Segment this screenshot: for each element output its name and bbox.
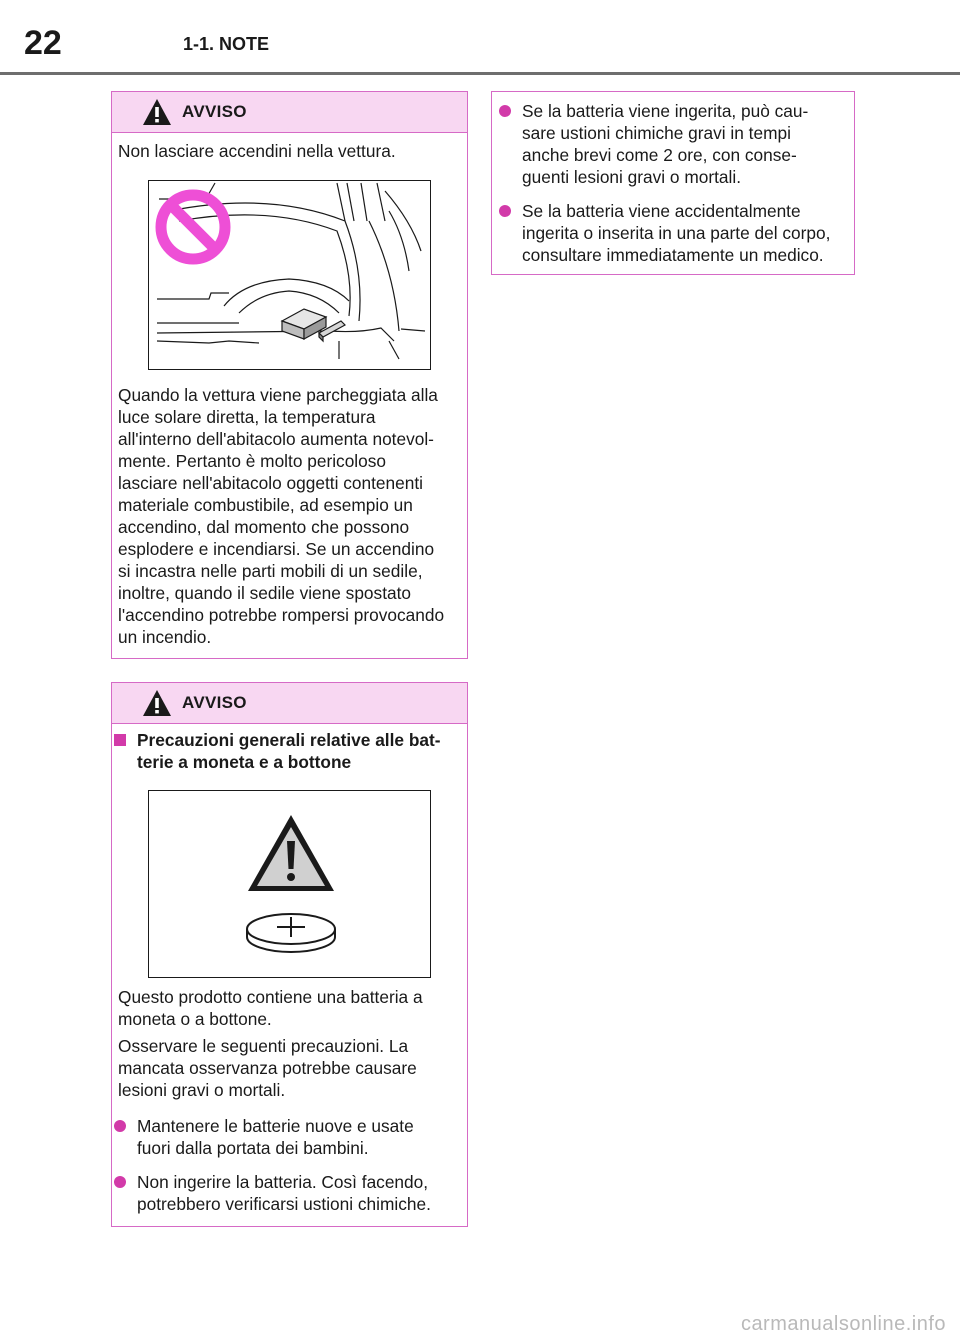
body-line: all'interno dell'abitacolo aumenta notevol- <box>118 429 434 449</box>
intro-text: Non lasciare accendini nella vettura. <box>118 141 396 161</box>
lighter-icon <box>282 309 345 341</box>
coin-battery-icon <box>247 914 335 952</box>
warning-box-batteries <box>111 682 468 1227</box>
warning-triangle-icon <box>248 815 334 891</box>
page-header <box>0 0 960 74</box>
watermark-link[interactable]: carmanualsonline.info <box>740 1313 946 1335</box>
section-title: 1-1. NOTE <box>183 34 270 54</box>
warning-triangle-icon <box>142 689 172 717</box>
car-interior-drawing <box>149 181 429 368</box>
list-item-line: Se la batteria viene ingerita, può cau- <box>522 101 809 121</box>
square-bullet-icon <box>114 734 126 746</box>
body-line: Quando la vettura viene parcheggiata alla <box>118 385 438 405</box>
body-line: inoltre, quando il sedile viene spostato <box>118 583 412 603</box>
warning-triangle-icon <box>142 98 172 126</box>
paragraph-line: moneta o a bottone. <box>118 1009 272 1029</box>
subheading <box>112 729 482 773</box>
list-item-line: Se la batteria viene accidentalmente <box>522 201 801 221</box>
list-item-line: potrebbero verificarsi ustioni chimiche. <box>137 1194 431 1214</box>
battery-warning-illustration <box>148 790 431 978</box>
body-line: esplodere e incendiarsi. Se un accendino <box>118 539 435 559</box>
warning-box-lighters <box>111 91 468 659</box>
bullet-dot-icon <box>114 1176 126 1188</box>
body-line: mente. Pertanto è molto pericoloso <box>118 451 387 471</box>
paragraph-line: Questo prodotto contiene una batteria a <box>118 987 423 1007</box>
header-rule <box>0 72 960 75</box>
list-item <box>497 200 872 266</box>
list-item <box>112 1171 482 1215</box>
body-line: accendino, dal momento che possono <box>118 517 410 537</box>
warning-box-header <box>112 92 467 133</box>
paragraph-line: lesioni gravi o mortali. <box>118 1080 286 1100</box>
body-line: si incastra nelle parti mobili di un sedile, <box>118 561 423 581</box>
body-line: luce solare diretta, la temperatura <box>118 407 376 427</box>
warning-box-header <box>112 683 467 724</box>
lighter-in-car-illustration <box>148 180 431 370</box>
list-item-line: consultare immediatamente un medico. <box>522 245 824 265</box>
list-item <box>497 100 872 188</box>
warning-box-title: AVVISO <box>182 102 247 121</box>
list-item <box>112 1115 482 1159</box>
list-item-line: Non ingerire la batteria. Così facendo, <box>137 1172 429 1192</box>
prohibition-icon <box>161 195 225 259</box>
body-line: l'accendino potrebbe rompersi provocando <box>118 605 445 625</box>
bullet-dot-icon <box>114 1120 126 1132</box>
warning-box-continuation <box>491 91 855 275</box>
bullet-dot-icon <box>499 105 511 117</box>
body-line: lasciare nell'abitacolo oggetti contenenti <box>118 473 423 493</box>
subheading-line: Precauzioni generali relative alle bat- <box>137 730 441 750</box>
body-line: materiale combustibile, ad esempio un <box>118 495 413 515</box>
list-item-line: fuori dalla portata dei bambini. <box>137 1138 369 1158</box>
list-item-line: anche brevi come 2 ore, con conse- <box>522 145 797 165</box>
list-item-line: Mantenere le batterie nuove e usate <box>137 1116 414 1136</box>
bullet-dot-icon <box>499 205 511 217</box>
body-line: un incendio. <box>118 627 212 647</box>
page-number: 22 <box>24 24 62 62</box>
list-item-line: sare ustioni chimiche gravi in tempi <box>522 123 791 143</box>
paragraph-line: Osservare le seguenti precauzioni. La <box>118 1036 409 1056</box>
battery-warning-drawing <box>149 791 429 976</box>
paragraph-line: mancata osservanza potrebbe causare <box>118 1058 417 1078</box>
subheading-line: terie a moneta e a bottone <box>137 752 352 772</box>
list-item-line: ingerita o inserita in una parte del corpo, <box>522 223 831 243</box>
warning-box-title: AVVISO <box>182 693 247 712</box>
list-item-line: guenti lesioni gravi o mortali. <box>522 167 742 187</box>
